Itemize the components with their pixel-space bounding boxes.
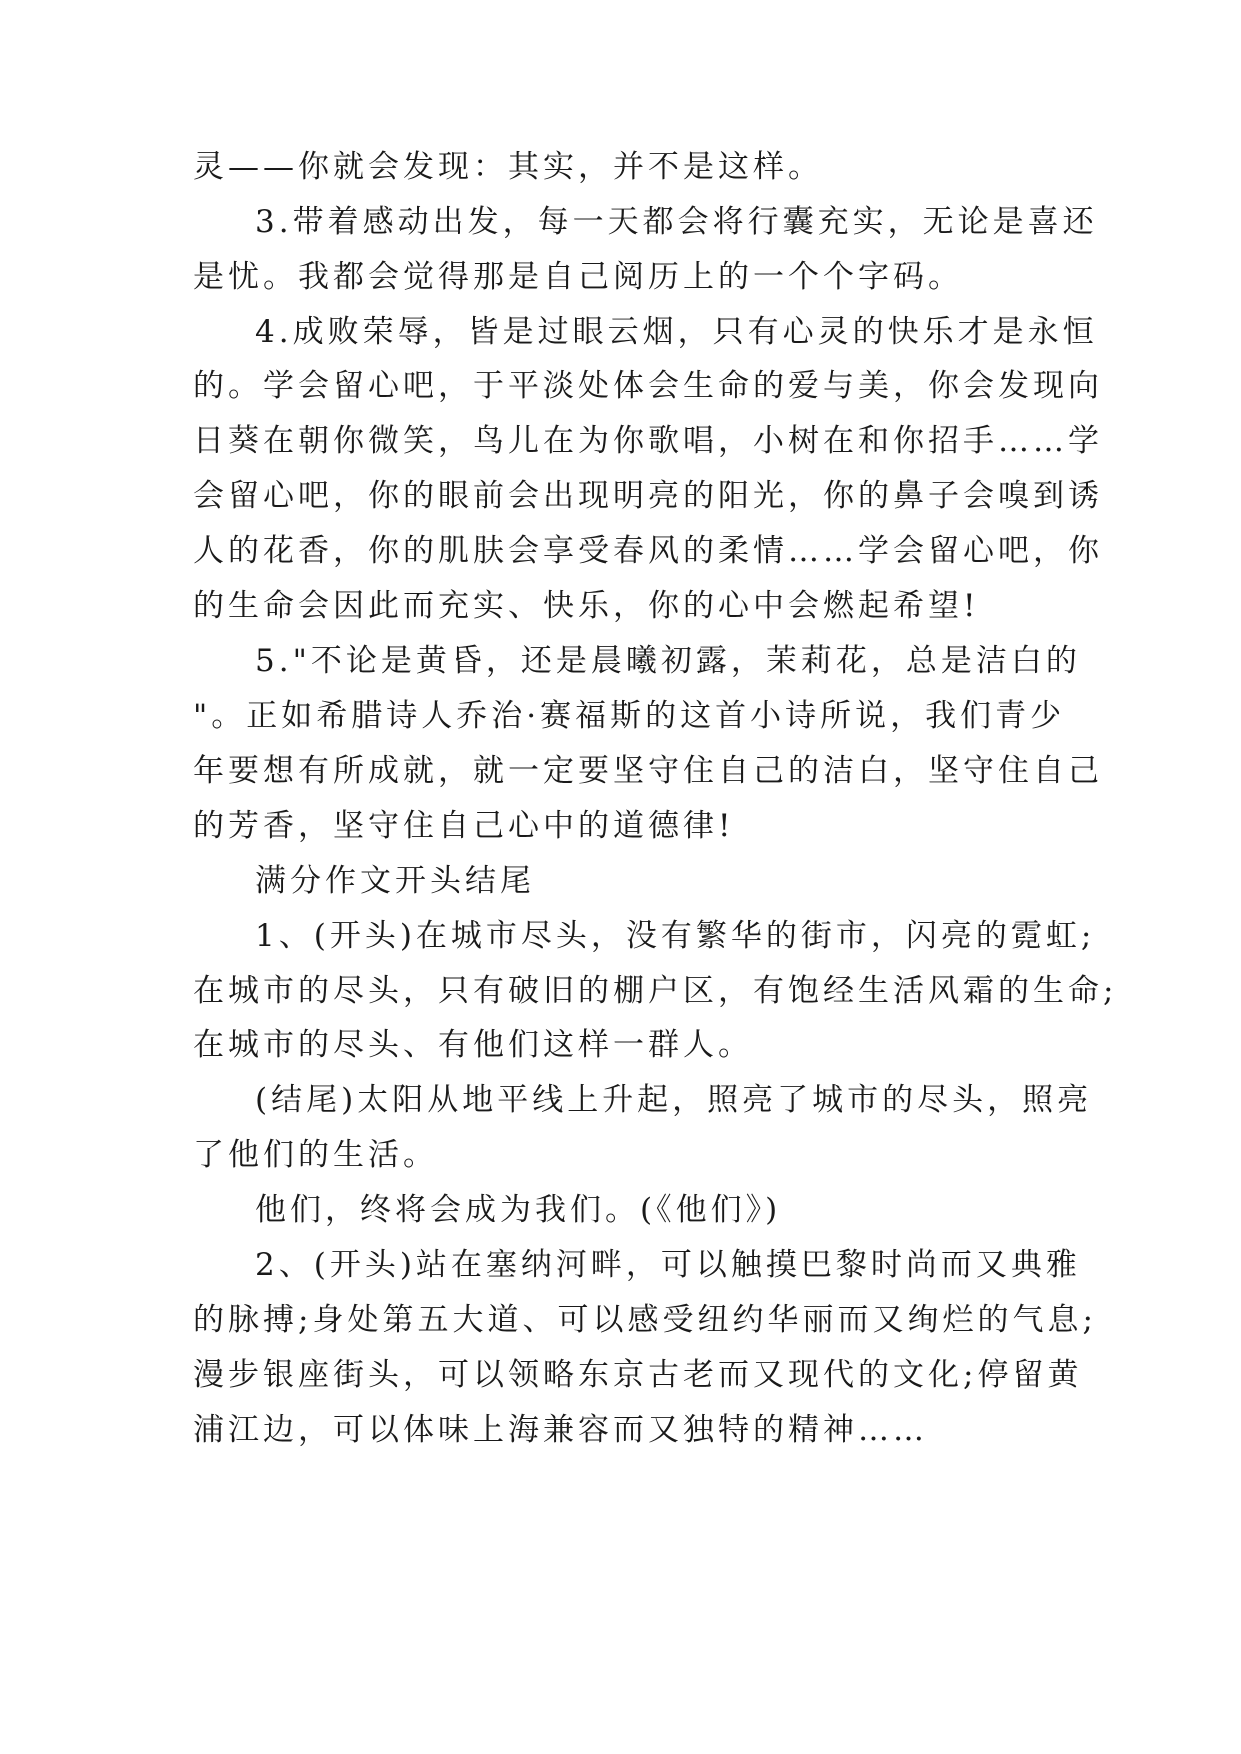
text-line: 人的花香，你的肌肤会享受春风的柔情……学会留心吧，你 [193,533,1103,569]
text-line: 2、(开头)站在塞纳河畔，可以触摸巴黎时尚而又典雅 [255,1247,1081,1283]
text-line: "。正如希腊诗人乔治·赛福斯的这首小诗所说，我们青少 [193,698,1066,734]
text-line: 在城市的尽头、有他们这样一群人。 [193,1027,753,1063]
text-line: 的。学会留心吧，于平淡处体会生命的爱与美，你会发现向 [193,368,1103,404]
text-line: 灵——你就会发现：其实，并不是这样。 [193,149,823,185]
text-line: 会留心吧，你的眼前会出现明亮的阳光，你的鼻子会嗅到诱 [193,478,1103,514]
text-line: 5."不论是黄昏，还是晨曦初露，茉莉花，总是洁白的 [255,643,1081,679]
text-line: 3.带着感动出发，每一天都会将行囊充实，无论是喜还 [255,204,1098,240]
text-line: 浦江边，可以体味上海兼容而又独特的精神…… [193,1412,928,1448]
text-line: 是忧。我都会觉得那是自己阅历上的一个个字码。 [193,259,963,295]
text-line: 在城市的尽头，只有破旧的棚户区，有饱经生活风霜的生命; [193,973,1118,1009]
text-line: 1、(开头)在城市尽头，没有繁华的街市，闪亮的霓虹; [255,918,1096,954]
text-line: 了他们的生活。 [193,1137,438,1173]
text-line: 的芳香，坚守住自己心中的道德律! [193,808,735,844]
section-heading: 满分作文开头结尾 [255,863,535,899]
text-line: (结尾)太阳从地平线上升起，照亮了城市的尽头，照亮 [255,1082,1093,1118]
text-line: 他们，终将会成为我们。(《他们》) [255,1192,782,1228]
text-line: 日葵在朝你微笑，鸟儿在为你歌唱，小树在和你招手……学 [193,423,1103,459]
text-line: 4.成败荣辱，皆是过眼云烟，只有心灵的快乐才是永恒 [255,314,1098,350]
text-line: 漫步银座街头，可以领略东京古老而又现代的文化;停留黄 [193,1357,1083,1393]
text-line: 的脉搏;身处第五大道、可以感受纽约华丽而又绚烂的气息; [193,1302,1097,1338]
text-line: 的生命会因此而充实、快乐，你的心中会燃起希望! [193,588,980,624]
text-line: 年要想有所成就，就一定要坚守住自己的洁白，坚守住自己 [193,753,1103,789]
